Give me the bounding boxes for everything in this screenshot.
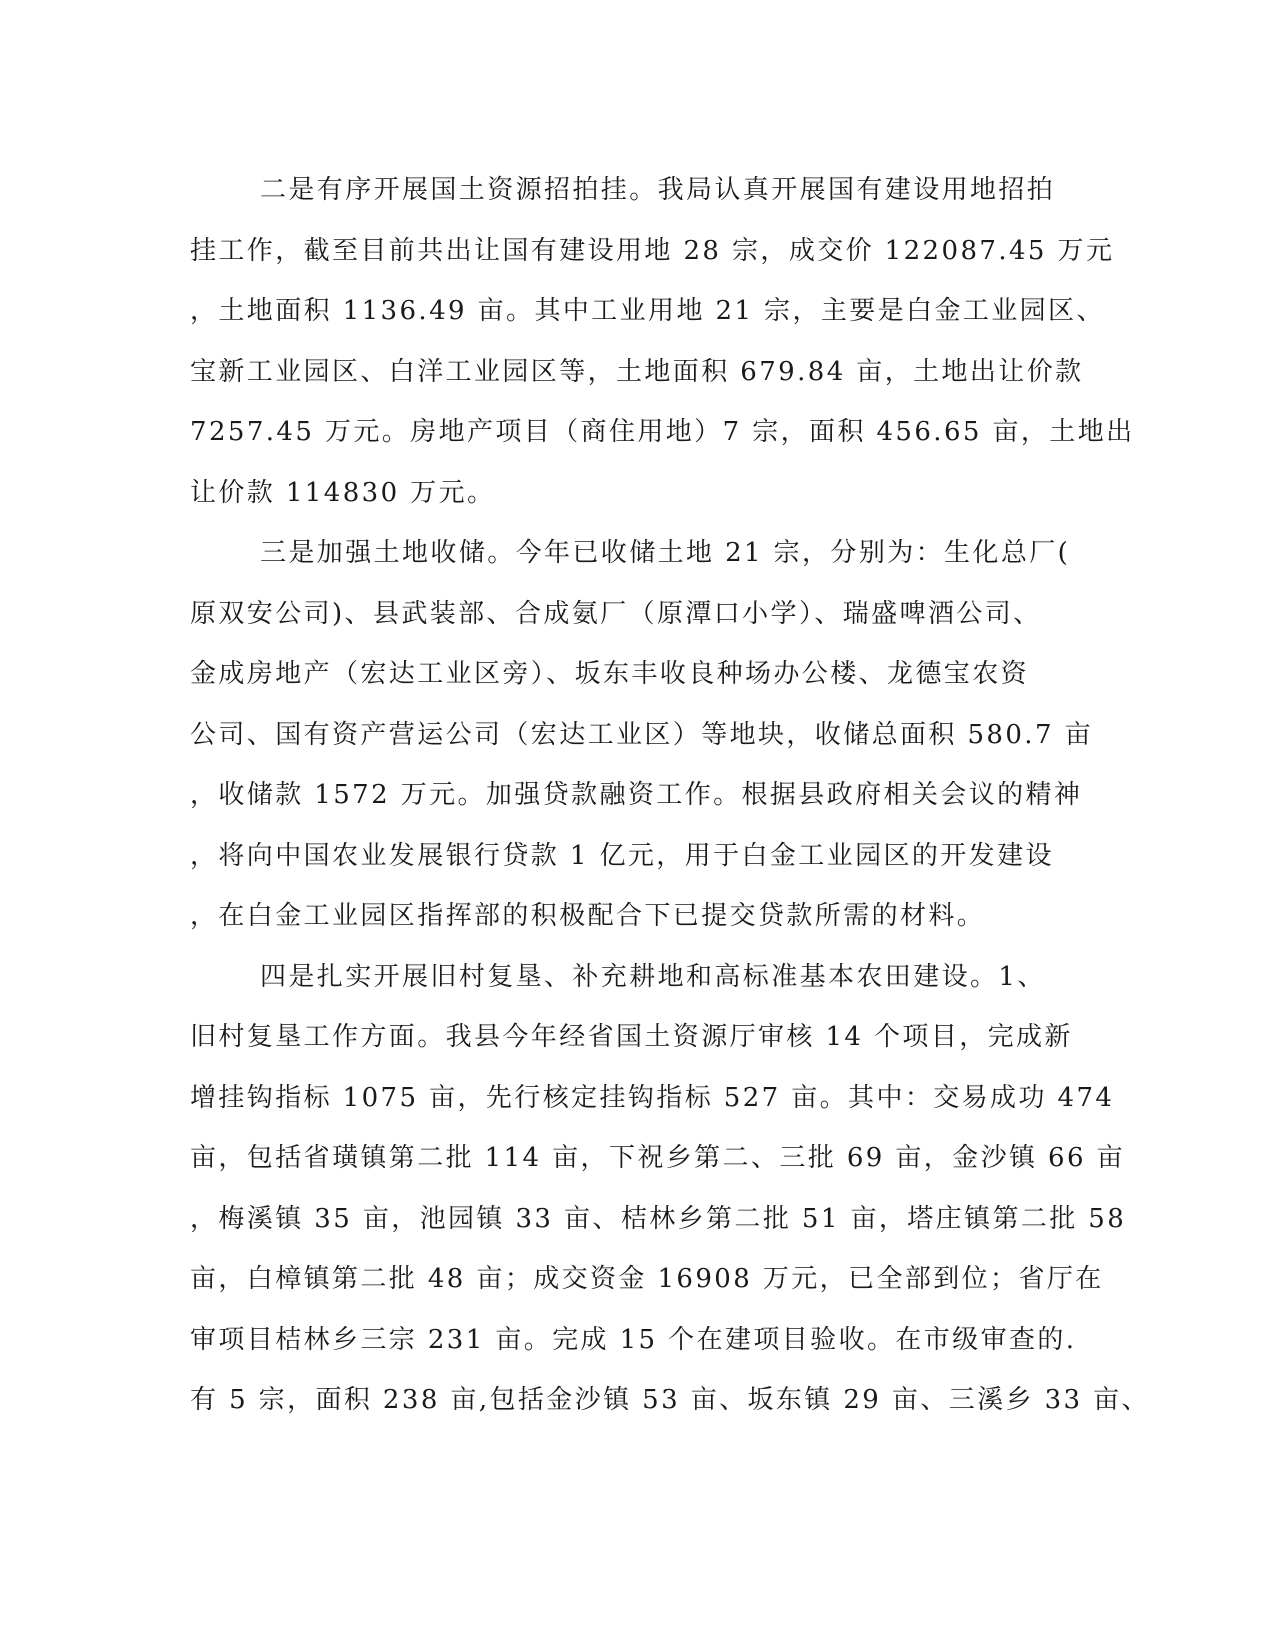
text-line: ，收储款 1572 万元。加强贷款融资工作。根据县政府相关会议的精神: [190, 780, 1083, 810]
text-line: 挂工作，截至目前共出让国有建设用地 28 宗，成交价 122087.45 万元: [190, 235, 1115, 266]
paragraph-village-reclamation: [190, 947, 1150, 1431]
text-line: 亩，包括省璜镇第二批 114 亩，下祝乡第二、三批 69 亩，金沙镇 66 亩: [190, 1143, 1125, 1173]
text-line: 旧村复垦工作方面。我县今年经省国土资源厅审核 14 个项目，完成新: [190, 1022, 1073, 1052]
text-line: 金成房地产（宏达工业区旁）、坂东丰收良种场办公楼、龙德宝农资: [190, 659, 1030, 689]
text-line: ，在白金工业园区指挥部的积极配合下已提交贷款所需的材料。: [190, 901, 986, 931]
text-line: 公司、国有资产营运公司（宏达工业区）等地块，收储总面积 580.7 亩: [190, 719, 1093, 750]
text-line: 亩，白樟镇第二批 48 亩；成交资金 16908 万元，已全部到位；省厅在: [190, 1264, 1104, 1294]
document-body: [190, 160, 1150, 1431]
text-line: 三是加强土地收储。今年已收储土地 21 宗，分别为：生化总厂(: [260, 538, 1071, 568]
text-line: 宝新工业园区、白洋工业园区等，土地面积 679.84 亩，土地出让价款: [190, 356, 1084, 387]
text-line: 让价款 114830 万元。: [190, 477, 496, 508]
text-line: 原双安公司)、县武装部、合成氨厂（原潭口小学）、瑞盛啤酒公司、: [190, 598, 1042, 629]
text-line: 有 5 宗，面积 238 亩,包括金沙镇 53 亩、坂东镇 29 亩、三溪乡 33 亩、: [190, 1385, 1150, 1415]
text-line: 二是有序开展国土资源招拍挂。我局认真开展国有建设用地招拍: [260, 175, 1056, 205]
text-line: 7257.45 万元。房地产项目（商住用地）7 宗，面积 456.65 亩，土地出: [190, 417, 1135, 447]
text-line: 四是扎实开展旧村复垦、补充耕地和高标准基本农田建设。1、: [260, 961, 1046, 992]
text-line: ，土地面积 1136.49 亩。其中工业用地 21 宗，主要是白金工业园区、: [190, 296, 1105, 326]
paragraph-land-auction: [190, 160, 1135, 523]
text-line: 增挂钩指标 1075 亩，先行核定挂钩指标 527 亩。其中：交易成功 474: [190, 1082, 1115, 1113]
text-line: ，梅溪镇 35 亩，池园镇 33 亩、桔林乡第二批 51 亩，塔庄镇第二批 58: [190, 1203, 1127, 1234]
text-line: 审项目桔林乡三宗 231 亩。完成 15 个在建项目验收。在市级审查的.: [190, 1324, 1077, 1355]
paragraph-land-reserve: [190, 523, 1093, 947]
text-line: ，将向中国农业发展银行贷款 1 亿元，用于白金工业园区的开发建设: [190, 840, 1054, 871]
